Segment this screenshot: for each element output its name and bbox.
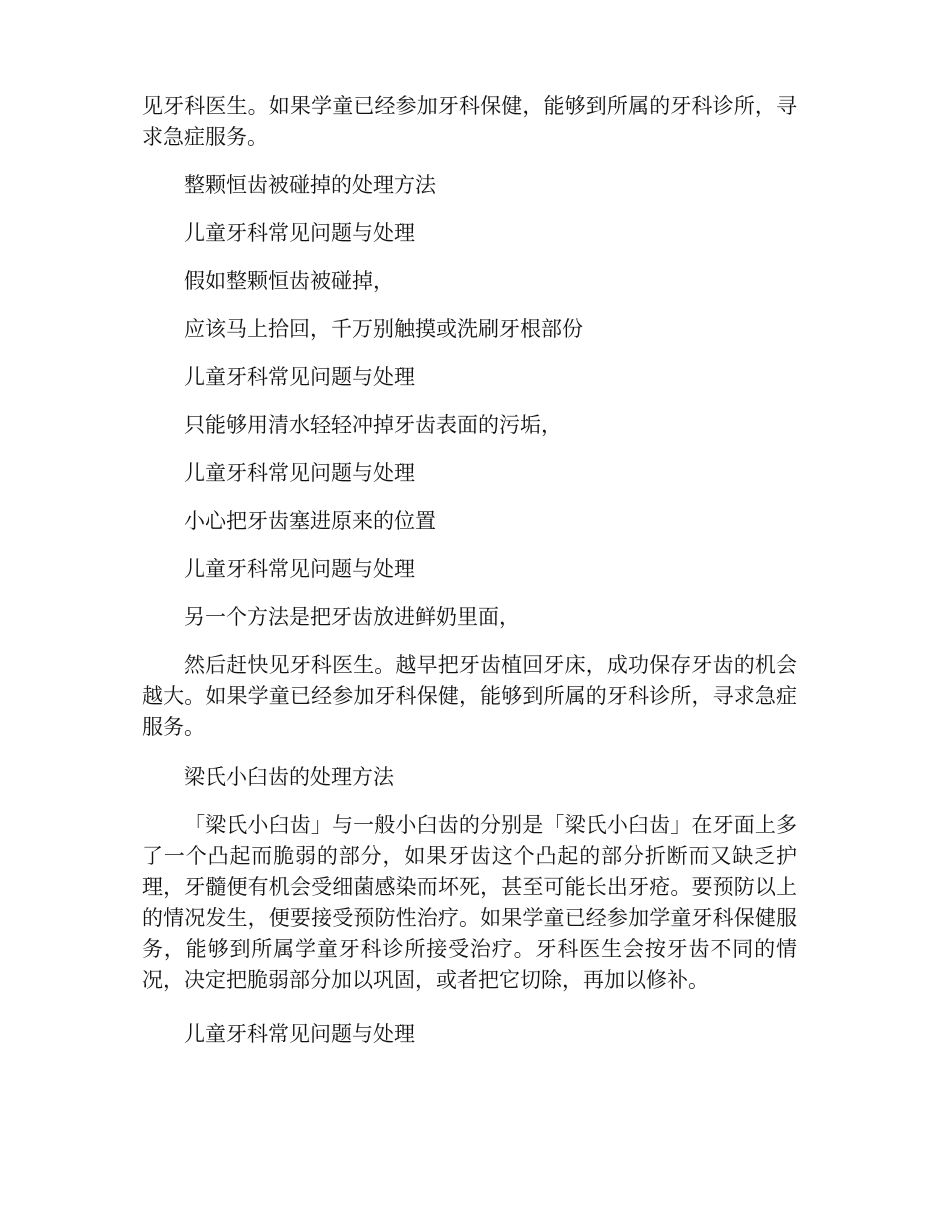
heading-permanent-tooth-knocked-out: 整颗恒齿被碰掉的处理方法 (184, 173, 436, 197)
paragraph-line: 小心把牙齿塞进原来的位置 (184, 509, 436, 533)
paragraph-body: 然后赶快见牙科医生。越早把牙齿植回牙床，成功保存牙齿的机会越大。如果学童已经参加牙科保健，能够到所属的牙科诊所，寻求急症服务。 (142, 653, 797, 739)
paragraph-body: 「梁氏小臼齿」与一般小臼齿的分别是「梁氏小臼齿」在牙面上多了一个凸起而脆弱的部分，如果牙齿这个凸起的部分折断而又缺乏护理，牙髓便有机会受细菌感染而坏死，甚至可能长出牙疮。要预防以上的情况发生，便要接受预防性治疗。如果学童已经参加学童牙科保健服务，能够到所属学童牙科诊所接受治疗。牙科医生会按牙齿不同的情况，决定把脆弱部分加以巩固，或者把它切除，再加以修补。 (142, 813, 797, 992)
paragraph-line: 应该马上拾回，千万别触摸或洗刷牙根部份 (184, 317, 583, 341)
repeated-title-line: 儿童牙科常见问题与处理 (184, 557, 415, 581)
repeated-title-line: 儿童牙科常见问题与处理 (184, 461, 415, 485)
repeated-title-line: 儿童牙科常见问题与处理 (184, 221, 415, 245)
paragraph-line: 假如整颗恒齿被碰掉， (184, 269, 394, 293)
repeated-title-line: 儿童牙科常见问题与处理 (184, 365, 415, 389)
repeated-title-line: 儿童牙科常见问题与处理 (184, 1022, 415, 1046)
heading-premolar-treatment: 梁氏小臼齿的处理方法 (184, 765, 394, 789)
paragraph-line: 另一个方法是把牙齿放进鲜奶里面， (184, 605, 520, 629)
paragraph-continuation: 见牙科医生。如果学童已经参加牙科保健，能够到所属的牙科诊所，寻求急症服务。 (142, 94, 797, 149)
paragraph-line: 只能够用清水轻轻冲掉牙齿表面的污垢， (184, 413, 562, 437)
